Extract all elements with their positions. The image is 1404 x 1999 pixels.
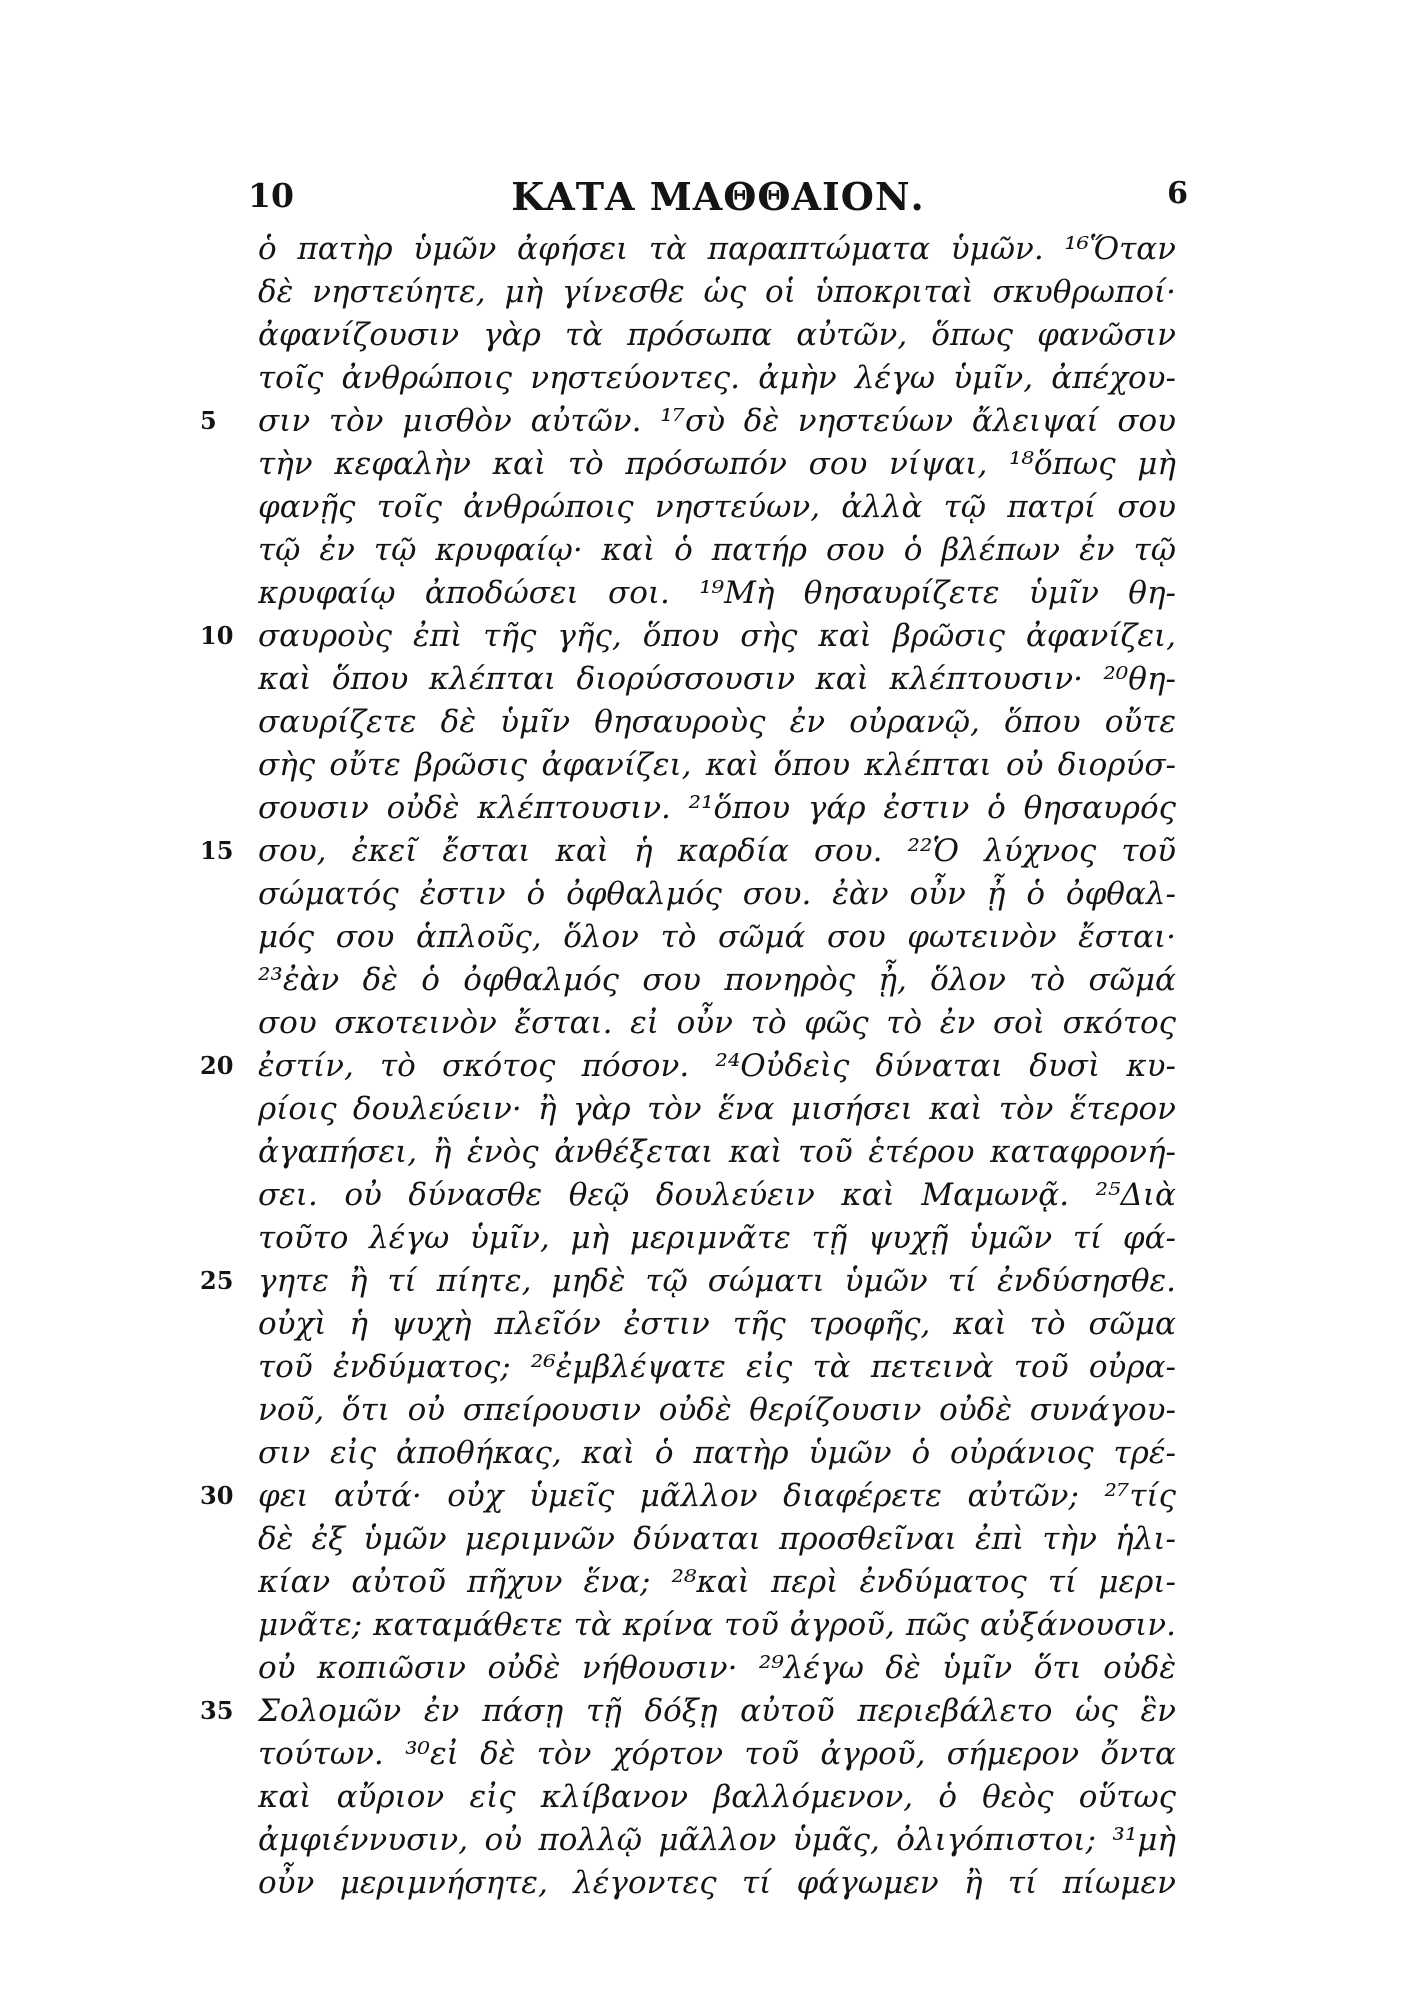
text-line: σει. οὐ δύνασθε θεῷ δουλεύειν καὶ Μαμωνᾷ. ²⁵Διὰ [258,1177,1176,1213]
margin-line-number: 15 [200,836,234,865]
margin-line-number: 30 [200,1481,234,1510]
page-number: 10 [248,176,294,215]
text-line: σιν εἰς ἀποθήκας, καὶ ὁ πατὴρ ὑμῶν ὁ οὐράνιος τρέ- [258,1435,1176,1471]
text-line: ἀφανίζουσιν γὰρ τὰ πρόσωπα αὐτῶν, ὅπως φανῶσιν [258,317,1176,353]
text-line: μός σου ἁπλοῦς, ὅλον τὸ σῶμά σου φωτεινὸν ἔσται· [258,919,1176,955]
text-line: τῷ ἐν τῷ κρυφαίῳ· καὶ ὁ πατήρ σου ὁ βλέπων ἐν τῷ [258,532,1176,568]
margin-line-number: 35 [200,1696,234,1725]
text-line: δὲ νηστεύητε, μὴ γίνεσθε ὡς οἱ ὑποκριταὶ σκυθρωποί· [258,274,1176,310]
text-line: οὖν μεριμνήσητε, λέγοντες τί φάγωμεν ἢ τί πίωμεν [258,1865,1176,1901]
text-line: σουσιν οὐδὲ κλέπτουσιν. ²¹ὅπου γάρ ἐστιν ὁ θησαυρός [258,790,1176,826]
text-line: τὴν κεφαλὴν καὶ τὸ πρόσωπόν σου νίψαι, ¹⁸ὅπως μὴ [258,446,1176,482]
text-line: ρίοις δουλεύειν· ἢ γὰρ τὸν ἕνα μισήσει καὶ τὸν ἕτερον [258,1091,1176,1127]
text-line: σου σκοτεινὸν ἔσται. εἰ οὖν τὸ φῶς τὸ ἐν σοὶ σκότος [258,1005,1176,1041]
margin-line-number: 10 [200,621,234,650]
text-line: κρυφαίῳ ἀποδώσει σοι. ¹⁹Μὴ θησαυρίζετε ὑμῖν θη- [258,575,1176,611]
margin-line-number: 5 [200,406,217,435]
text-line: σώματός ἐστιν ὁ ὀφθαλμός σου. ἐὰν οὖν ᾖ ὁ ὀφθαλ- [258,876,1176,912]
margin-line-number: 20 [200,1051,234,1080]
text-line: ἀμφιέννυσιν, οὐ πολλῷ μᾶλλον ὑμᾶς, ὀλιγόπιστοι; ³¹μὴ [258,1822,1176,1858]
text-line: σιν τὸν μισθὸν αὐτῶν. ¹⁷σὺ δὲ νηστεύων ἄλειψαί σου [258,403,1176,439]
text-line: οὐχὶ ἡ ψυχὴ πλεῖόν ἐστιν τῆς τροφῆς, καὶ τὸ σῶμα [258,1306,1176,1342]
text-line: οὐ κοπιῶσιν οὐδὲ νήθουσιν· ²⁹λέγω δὲ ὑμῖν ὅτι οὐδὲ [258,1650,1176,1686]
text-line: φει αὐτά· οὐχ ὑμεῖς μᾶλλον διαφέρετε αὐτῶν; ²⁷τίς [258,1478,1176,1514]
text-line: φανῇς τοῖς ἀνθρώποις νηστεύων, ἀλλὰ τῷ πατρί σου [258,489,1176,525]
text-line: σὴς οὔτε βρῶσις ἀφανίζει, καὶ ὅπου κλέπται οὐ διορύσ- [258,747,1176,783]
text-line: σαυρίζετε δὲ ὑμῖν θησαυροὺς ἐν οὐρανῷ, ὅπου οὔτε [258,704,1176,740]
text-line: ²³ἐὰν δὲ ὁ ὀφθαλμός σου πονηρὸς ᾖ, ὅλον τὸ σῶμά [258,962,1176,998]
text-line: καὶ αὔριον εἰς κλίβανον βαλλόμενον, ὁ θεὸς οὕτως [258,1779,1176,1815]
text-line: γητε ἢ τί πίητε, μηδὲ τῷ σώματι ὑμῶν τί ἐνδύσησθε. [258,1263,1176,1299]
text-line: δὲ ἐξ ὑμῶν μεριμνῶν δύναται προσθεῖναι ἐπὶ τὴν ἡλι- [258,1521,1176,1557]
text-line: τοῦτο λέγω ὑμῖν, μὴ μεριμνᾶτε τῇ ψυχῇ ὑμῶν τί φά- [258,1220,1176,1256]
chapter-number: 6 [1167,176,1188,211]
text-line: σου, ἐκεῖ ἔσται καὶ ἡ καρδία σου. ²²Ὁ λύχνος τοῦ [258,833,1176,869]
text-line: Σολομῶν ἐν πάσῃ τῇ δόξῃ αὐτοῦ περιεβάλετο ὡς ἓν [258,1693,1176,1729]
text-line: τοῦ ἐνδύματος; ²⁶ἐμβλέψατε εἰς τὰ πετεινὰ τοῦ οὐρα- [258,1349,1176,1385]
text-line: ἐστίν, τὸ σκότος πόσον. ²⁴Οὐδεὶς δύναται δυσὶ κυ- [258,1048,1176,1084]
running-title: ΚΑΤΑ ΜΑΘΘΑΙΟΝ. [511,174,925,219]
text-line: μνᾶτε; καταμάθετε τὰ κρίνα τοῦ ἀγροῦ, πῶς αὐξάνουσιν. [258,1607,1176,1643]
text-line: καὶ ὅπου κλέπται διορύσσουσιν καὶ κλέπτουσιν· ²⁰θη- [258,661,1176,697]
text-line: νοῦ, ὅτι οὐ σπείρουσιν οὐδὲ θερίζουσιν οὐδὲ συνάγου- [258,1392,1176,1428]
text-line: ὁ πατὴρ ὑμῶν ἀφήσει τὰ παραπτώματα ὑμῶν. ¹⁶Ὅταν [258,231,1176,267]
text-line: σαυροὺς ἐπὶ τῆς γῆς, ὅπου σὴς καὶ βρῶσις ἀφανίζει, [258,618,1176,654]
text-line: τούτων. ³⁰εἰ δὲ τὸν χόρτον τοῦ ἀγροῦ, σήμερον ὄντα [258,1736,1176,1772]
text-line: κίαν αὐτοῦ πῆχυν ἕνα; ²⁸καὶ περὶ ἐνδύματος τί μερι- [258,1564,1176,1600]
text-line: ἀγαπήσει, ἢ ἑνὸς ἀνθέξεται καὶ τοῦ ἑτέρου καταφρονή- [258,1134,1176,1170]
margin-line-number: 25 [200,1266,234,1295]
text-line: τοῖς ἀνθρώποις νηστεύοντες. ἀμὴν λέγω ὑμῖν, ἀπέχου- [258,360,1176,396]
